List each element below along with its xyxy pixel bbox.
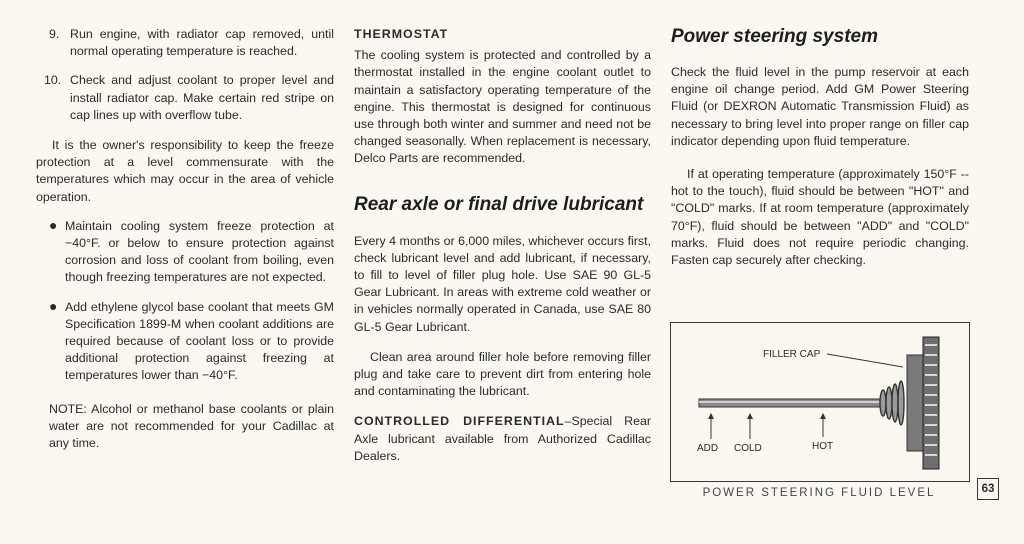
step-9-text: Run engine, with radiator cap removed, until normal operating temperature is reached. [70, 27, 334, 59]
filler-cap-leader [827, 354, 903, 367]
rear-axle-text: Every 4 months or 6,000 miles, whichever occurs first, check lubricant level and add lubricant, if necessary, to fill to level of filler plug hole. Use SAE 90 GL-5 Gear Lubricant. In areas with extreme cold weather or in vehicles normally operated in Canada, use SAE 80 GL-5 Gear Lubricant. [354, 233, 651, 334]
column-middle [354, 0, 651, 465]
filler-cap-body [907, 337, 939, 469]
dipstick-highlight [699, 401, 899, 403]
bullet-freeze-protection [36, 218, 334, 287]
note-paragraph: NOTE: Alcohol or methanol base coolants or plain water are not recommended for your Cadillac at any time. [49, 401, 334, 451]
step-9-number: 9. [49, 27, 60, 41]
figure-caption: POWER STEERING FLUID LEVEL [702, 487, 936, 499]
cold-arrow-icon [747, 413, 753, 419]
step-10-number: 10. [44, 73, 62, 88]
thermostat-heading: THERMOSTAT [354, 27, 449, 41]
spring-coil [880, 381, 904, 425]
step-9 [36, 26, 334, 60]
clean-area-text: Clean area around filler hole before removing filler plug and take care to prevent dirt from entering hole and contaminating the lubricant. [354, 349, 651, 399]
bullet-ethylene-glycol-text: Add ethylene glycol base coolant that meets GM Specification 1899-M when coolant additions are required because of coolant loss or to provide additional protection against freezing at temperatures lower than −40°F. [65, 299, 334, 383]
column-left [36, 0, 334, 452]
power-steering-heading: Power steering system [671, 26, 878, 47]
cold-label: COLD [734, 443, 762, 454]
power-steering-text-1: Check the fluid level in the pump reservoir at each engine oil change period. Add GM Power Steering Fluid (or DEXRON Automatic Transmission Fluid) as necessary to bring level into proper range on filler cap indicator depending upon fluid temperature. [671, 65, 969, 148]
thermostat-text: The cooling system is protected and controlled by a thermostat installed in the engine coolant outlet to maintain a satisfactory operating temperature of the engine. This thermostat is designed for continuous use through both winter and summer and need not be changed seasonally. When replacement is necessary, Delco Parts are recommended. [354, 48, 651, 166]
dipstick-illustration [671, 323, 969, 481]
controlled-differential-heading: CONTROLLED DIFFERENTIAL [354, 414, 565, 429]
page-number: 63 [977, 478, 999, 500]
add-label: ADD [697, 443, 719, 454]
controlled-differential-text: –Special Rear Axle lubricant available from Authorized Cadillac Dealers. [354, 414, 651, 463]
owner-responsibility-paragraph: It is the owner's responsibility to keep the freeze protection at a level commensurate with the temperatures which may occur in the area of vehicle operation. [36, 138, 334, 204]
bullet-ethylene-glycol [36, 299, 334, 385]
bullet-dot-icon: ● [49, 216, 58, 233]
hot-arrow-icon [820, 413, 826, 419]
bullet-dot-icon: ● [49, 297, 58, 314]
step-10-text: Check and adjust coolant to proper level and install radiator cap. Make certain red stripe on cap lines up with overflow tube. [70, 73, 334, 122]
hot-label: HOT [812, 441, 834, 452]
bullet-freeze-protection-text: Maintain cooling system freeze protection at −40°F. or below to ensure protection against corrosion and loss of coolant from boiling, even though freezing temperatures are not expected. [65, 218, 334, 285]
dipstick-figure [670, 322, 970, 482]
column-right [671, 0, 969, 269]
step-10 [36, 72, 334, 124]
controlled-differential-paragraph [354, 413, 651, 465]
power-steering-text-2: If at operating temperature (approximately 150°F -- hot to the touch), fluid should be between "HOT" and "COLD" marks. If at room temperature (approximately 70°F), fluid should be between "ADD" and "COLD" marks. Fluid does not require periodic changing. Fasten cap securely after checking. [671, 167, 969, 268]
rear-axle-heading: Rear axle or final drive lubricant [354, 193, 644, 215]
filler-cap-label: FILLER CAP [763, 349, 821, 360]
add-arrow-icon [708, 413, 714, 419]
